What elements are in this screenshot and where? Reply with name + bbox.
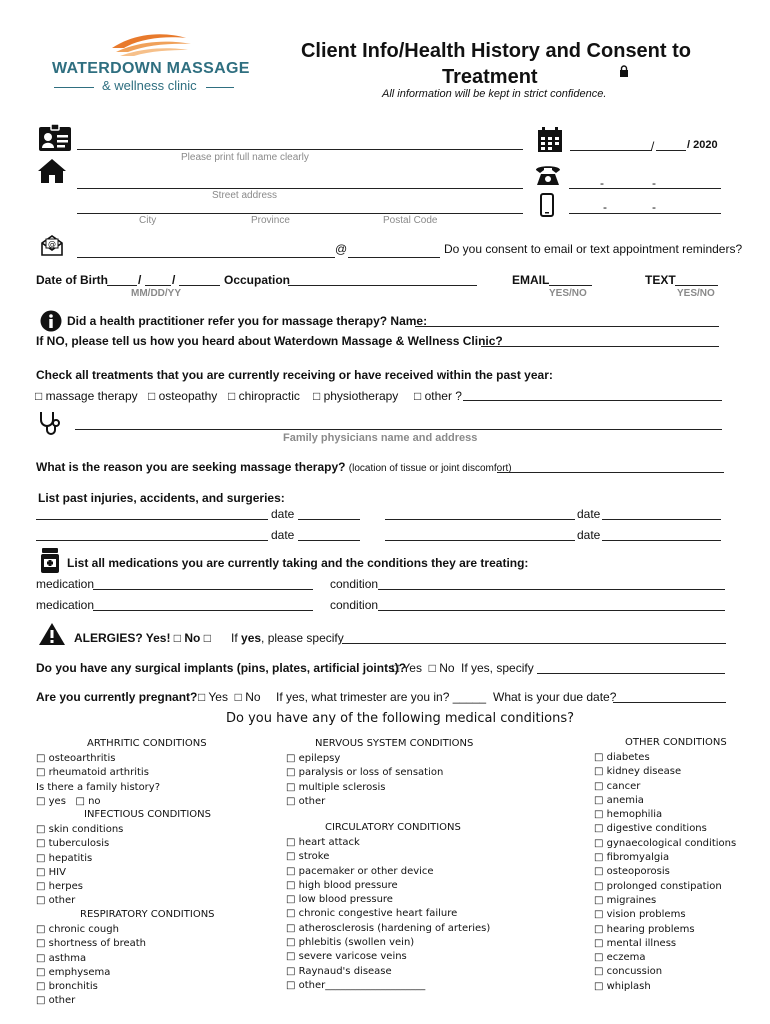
condition-anemia-checkbox[interactable]: □ anemia	[594, 794, 644, 806]
trimester-question: If yes, what trimester are you in? _____	[276, 690, 487, 704]
family-history-question: Is there a family history?	[36, 781, 161, 793]
condition-pacemaker-checkbox[interactable]: □ pacemaker or other device	[286, 865, 434, 877]
date-year: / 2020	[687, 139, 718, 151]
date-separator: /	[651, 139, 655, 153]
other-conditions-list	[594, 751, 736, 994]
condition-circulatory-other-checkbox[interactable]: □ other____________________	[286, 979, 426, 991]
condition-stroke-checkbox[interactable]: □ stroke	[286, 851, 330, 863]
injury-3-date-field[interactable]	[298, 540, 360, 541]
condition-shortness-of-breath-checkbox[interactable]: □ shortness of breath	[36, 938, 147, 950]
dob-separator-1: /	[138, 273, 142, 287]
condition-constipation-checkbox[interactable]: □ prolonged constipation	[594, 880, 722, 892]
infectious-conditions-list	[36, 823, 123, 909]
condition-2-field[interactable]	[378, 610, 725, 611]
condition-varicose-veins-checkbox[interactable]: □ severe varicose veins	[286, 951, 407, 963]
text-reminder-label: TEXT	[645, 273, 676, 287]
condition-nervous-other-checkbox[interactable]: □ other	[286, 795, 326, 807]
pregnancy-question: Are you currently pregnant?	[36, 690, 198, 704]
condition-osteoporosis-checkbox[interactable]: □ osteoporosis	[594, 866, 670, 878]
injuries-label: List past injuries, accidents, and surgeries:	[38, 491, 285, 505]
condition-low-blood-pressure-checkbox[interactable]: □ low blood pressure	[286, 894, 393, 906]
implants-specify-label: If yes, specify	[461, 661, 534, 675]
allergies-specify-prefix: If	[231, 631, 242, 645]
stethoscope-icon	[38, 410, 62, 439]
occupation-field[interactable]	[288, 285, 477, 286]
full-name-field[interactable]	[77, 149, 523, 150]
dob-format-hint: MM/DD/YY	[131, 288, 181, 299]
condition-diabetes-checkbox[interactable]: □ diabetes	[594, 752, 650, 763]
medication-2-field[interactable]	[93, 610, 313, 611]
logo-swoosh-icon	[46, 30, 242, 60]
medication-1-field[interactable]	[93, 589, 313, 590]
treatment-massage-checkbox[interactable]: □ massage therapy	[35, 389, 138, 403]
treatment-other-field[interactable]	[463, 400, 722, 401]
condition-concussion-checkbox[interactable]: □ concussion	[594, 966, 663, 978]
house-icon	[37, 158, 67, 187]
referral-question: Did a health practitioner refer you for massage therapy? Name:	[67, 314, 428, 328]
injury-1-date-label: date	[271, 507, 295, 521]
mobile-phone-separator-2: -	[652, 200, 656, 214]
date-day-field[interactable]	[656, 150, 686, 151]
dob-day-field[interactable]	[145, 285, 171, 286]
reason-question-text: What is the reason you are seeking massage therapy?	[36, 460, 346, 474]
text-reminder-field[interactable]	[675, 285, 718, 286]
calendar-icon	[537, 127, 563, 156]
condition-vision-problems-checkbox[interactable]: □ vision problems	[594, 909, 686, 921]
implants-yes-no-checkboxes[interactable]: □ Yes □ No	[392, 661, 455, 675]
condition-whiplash-checkbox[interactable]: □ whiplash	[594, 980, 651, 992]
telephone-icon	[534, 163, 562, 190]
street-address-hint: Street address	[212, 190, 278, 201]
condition-paralysis-checkbox[interactable]: □ paralysis or loss of sensation	[286, 767, 444, 779]
allergies-specify-label	[231, 631, 344, 645]
email-domain-field[interactable]	[348, 257, 440, 258]
condition-digestive-checkbox[interactable]: □ digestive conditions	[594, 823, 707, 835]
family-physician-hint: Family physicians name and address	[283, 432, 478, 444]
email-reminder-label: EMAIL	[512, 273, 550, 287]
respiratory-conditions-title: RESPIRATORY CONDITIONS	[80, 909, 215, 920]
injury-2-date-field[interactable]	[602, 519, 721, 520]
condition-heart-attack-checkbox[interactable]: □ heart attack	[286, 837, 360, 848]
other-conditions-title: OTHER CONDITIONS	[625, 737, 727, 748]
injury-1-field[interactable]	[36, 519, 268, 520]
conditions-heading: Do you have any of the following medical conditions?	[226, 711, 575, 726]
info-icon	[40, 310, 62, 335]
email-icon	[40, 233, 64, 260]
condition-osteoarthritis-checkbox[interactable]: □ osteoarthritis	[36, 753, 116, 764]
reason-question	[36, 460, 512, 474]
heard-about-field[interactable]	[481, 346, 719, 347]
due-date-question: What is your due date?	[493, 690, 617, 704]
confidentiality-note: All information will be kept in strict confidence.	[382, 88, 607, 100]
svg-text:@: @	[48, 239, 56, 249]
condition-raynauds-checkbox[interactable]: □ Raynaud's disease	[286, 965, 392, 977]
treatment-physiotherapy-checkbox[interactable]: □ physiotherapy	[313, 389, 399, 403]
home-phone-separator-1: -	[600, 176, 604, 190]
condition-infectious-other-checkbox[interactable]: □ other	[36, 895, 76, 907]
respiratory-conditions-list	[36, 923, 146, 1009]
logo-name: WATERDOWN MASSAGE	[52, 60, 250, 77]
city-hint: City	[139, 215, 157, 226]
reason-field[interactable]	[497, 472, 724, 473]
form-title: Client Info/Health History and Consent to	[300, 40, 691, 62]
implants-specify-field[interactable]	[537, 673, 725, 674]
dob-separator-2: /	[172, 273, 176, 287]
condition-tuberculosis-checkbox[interactable]: □ tuberculosis	[36, 838, 110, 850]
email-user-field[interactable]	[77, 257, 335, 258]
condition-rheumatoid-arthritis-checkbox[interactable]: □ rheumatoid arthritis	[36, 767, 149, 779]
pill-bottle-icon	[40, 548, 60, 577]
reminder-consent-question: Do you consent to email or text appointment reminders?	[444, 242, 743, 256]
home-phone-separator-2: -	[652, 176, 656, 190]
email-at-sign: @	[335, 242, 348, 256]
injury-2-date-label: date	[577, 507, 601, 521]
email-yes-no-hint: YES/NO	[549, 288, 587, 299]
date-month-day-field[interactable]	[570, 150, 652, 151]
injury-4-date-field[interactable]	[602, 540, 721, 541]
condition-bronchitis-checkbox[interactable]: □ bronchitis	[36, 981, 98, 993]
condition-fibromyalgia-checkbox[interactable]: □ fibromyalgia	[594, 852, 670, 864]
condition-atherosclerosis-checkbox[interactable]: □ atherosclerosis (hardening of arteries)	[286, 922, 491, 934]
treatment-other-checkbox[interactable]: □ other ?	[414, 389, 462, 403]
treatment-osteopathy-checkbox[interactable]: □ osteopathy	[148, 389, 218, 403]
injury-3-field[interactable]	[36, 540, 268, 541]
dob-year-field[interactable]	[179, 285, 220, 286]
mobile-phone-field[interactable]	[569, 213, 721, 214]
condition-hearing-problems-checkbox[interactable]: □ hearing problems	[594, 923, 695, 935]
referral-name-field[interactable]	[415, 326, 719, 327]
city-province-postal-field[interactable]	[77, 213, 523, 214]
warning-icon	[38, 622, 66, 649]
lock-icon	[619, 65, 629, 80]
infectious-conditions-title: INFECTIOUS CONDITIONS	[84, 809, 211, 820]
home-phone-field[interactable]	[569, 188, 721, 189]
medications-label: List all medications you are currently taking and the conditions they are treating:	[67, 556, 529, 570]
arthritic-conditions-list	[36, 752, 160, 809]
reason-hint: (location of tissue or joint discomfort)	[348, 463, 512, 474]
allergies-specify-yes: yes	[241, 631, 262, 645]
id-card-icon	[38, 124, 72, 155]
heard-about-question: If NO, please tell us how you heard about Waterdown Massage & Wellness Clinic?	[36, 334, 503, 348]
date-of-birth-label: Date of Birth	[36, 273, 108, 287]
allergies-field[interactable]	[342, 643, 726, 644]
condition-1-field[interactable]	[378, 589, 725, 590]
condition-chronic-cough-checkbox[interactable]: □ chronic cough	[36, 924, 119, 935]
mobile-phone-separator-1: -	[603, 200, 607, 214]
condition-phlebitis-checkbox[interactable]: □ phlebitis (swollen vein)	[286, 937, 415, 949]
injury-1-date-field[interactable]	[298, 519, 360, 520]
condition-eczema-checkbox[interactable]: □ eczema	[594, 952, 646, 964]
street-address-field[interactable]	[77, 188, 523, 189]
province-hint: Province	[251, 215, 290, 226]
pregnancy-yes-no-checkboxes[interactable]: □ Yes □ No	[198, 690, 261, 704]
condition-mental-illness-checkbox[interactable]: □ mental illness	[594, 937, 677, 949]
condition-hepatitis-checkbox[interactable]: □ hepatitis	[36, 852, 93, 864]
circulatory-conditions-title: CIRCULATORY CONDITIONS	[325, 822, 461, 833]
injury-4-date-label: date	[577, 528, 601, 542]
condition-high-blood-pressure-checkbox[interactable]: □ high blood pressure	[286, 879, 398, 891]
allergies-label: ALERGIES? Yes! □ No □	[74, 631, 211, 645]
mobile-phone-icon	[540, 193, 554, 220]
injury-2-field[interactable]	[385, 519, 575, 520]
condition-kidney-disease-checkbox[interactable]: □ kidney disease	[594, 766, 682, 778]
medication-1-label: medication	[36, 577, 95, 591]
family-physician-field[interactable]	[75, 429, 722, 430]
form-title-line2: Treatment	[442, 66, 538, 88]
treatment-chiropractic-checkbox[interactable]: □ chiropractic	[228, 389, 300, 403]
text-yes-no-hint: YES/NO	[677, 288, 715, 299]
circulatory-conditions-list	[286, 836, 490, 993]
condition-2-label: condition	[330, 598, 379, 612]
implants-question: Do you have any surgical implants (pins, plates, artificial joints)?	[36, 661, 407, 675]
injury-3-date-label: date	[271, 528, 295, 542]
postal-code-hint: Postal Code	[383, 215, 438, 226]
condition-herpes-checkbox[interactable]: □ herpes	[36, 881, 83, 893]
due-date-field[interactable]	[613, 702, 726, 703]
medication-2-label: medication	[36, 598, 95, 612]
condition-epilepsy-checkbox[interactable]: □ epilepsy	[286, 753, 341, 764]
condition-hiv-checkbox[interactable]: □ HIV	[36, 866, 66, 878]
condition-cancer-checkbox[interactable]: □ cancer	[594, 780, 641, 792]
condition-1-label: condition	[330, 577, 379, 591]
condition-respiratory-other-checkbox[interactable]: □ other	[36, 995, 76, 1007]
logo-tagline: & wellness clinic	[102, 78, 197, 93]
full-name-hint: Please print full name clearly	[181, 152, 309, 163]
email-reminder-field[interactable]	[549, 285, 592, 286]
condition-heart-failure-checkbox[interactable]: □ chronic congestive heart failure	[286, 908, 458, 920]
nervous-system-title: NERVOUS SYSTEM CONDITIONS	[315, 738, 474, 749]
condition-hemophilia-checkbox[interactable]: □ hemophilia	[594, 809, 663, 821]
condition-asthma-checkbox[interactable]: □ asthma	[36, 952, 87, 964]
family-history-yes-no-checkboxes[interactable]: □ yes □ no	[36, 795, 101, 807]
condition-skin-checkbox[interactable]: □ skin conditions	[36, 824, 124, 835]
condition-emphysema-checkbox[interactable]: □ emphysema	[36, 966, 111, 978]
occupation-label: Occupation	[224, 273, 291, 287]
nervous-system-list	[286, 752, 443, 809]
condition-migraines-checkbox[interactable]: □ migraines	[594, 894, 657, 906]
injury-4-field[interactable]	[385, 540, 575, 541]
treatments-question: Check all treatments that you are currently receiving or have received within the past year:	[36, 368, 553, 382]
condition-multiple-sclerosis-checkbox[interactable]: □ multiple sclerosis	[286, 781, 386, 793]
clinic-logo	[46, 30, 250, 98]
allergies-specify-suffix: , please specify	[261, 631, 344, 645]
condition-gynaecological-checkbox[interactable]: □ gynaecological conditions	[594, 837, 737, 849]
arthritic-conditions-title: ARTHRITIC CONDITIONS	[87, 738, 207, 749]
dob-month-field[interactable]	[107, 285, 137, 286]
